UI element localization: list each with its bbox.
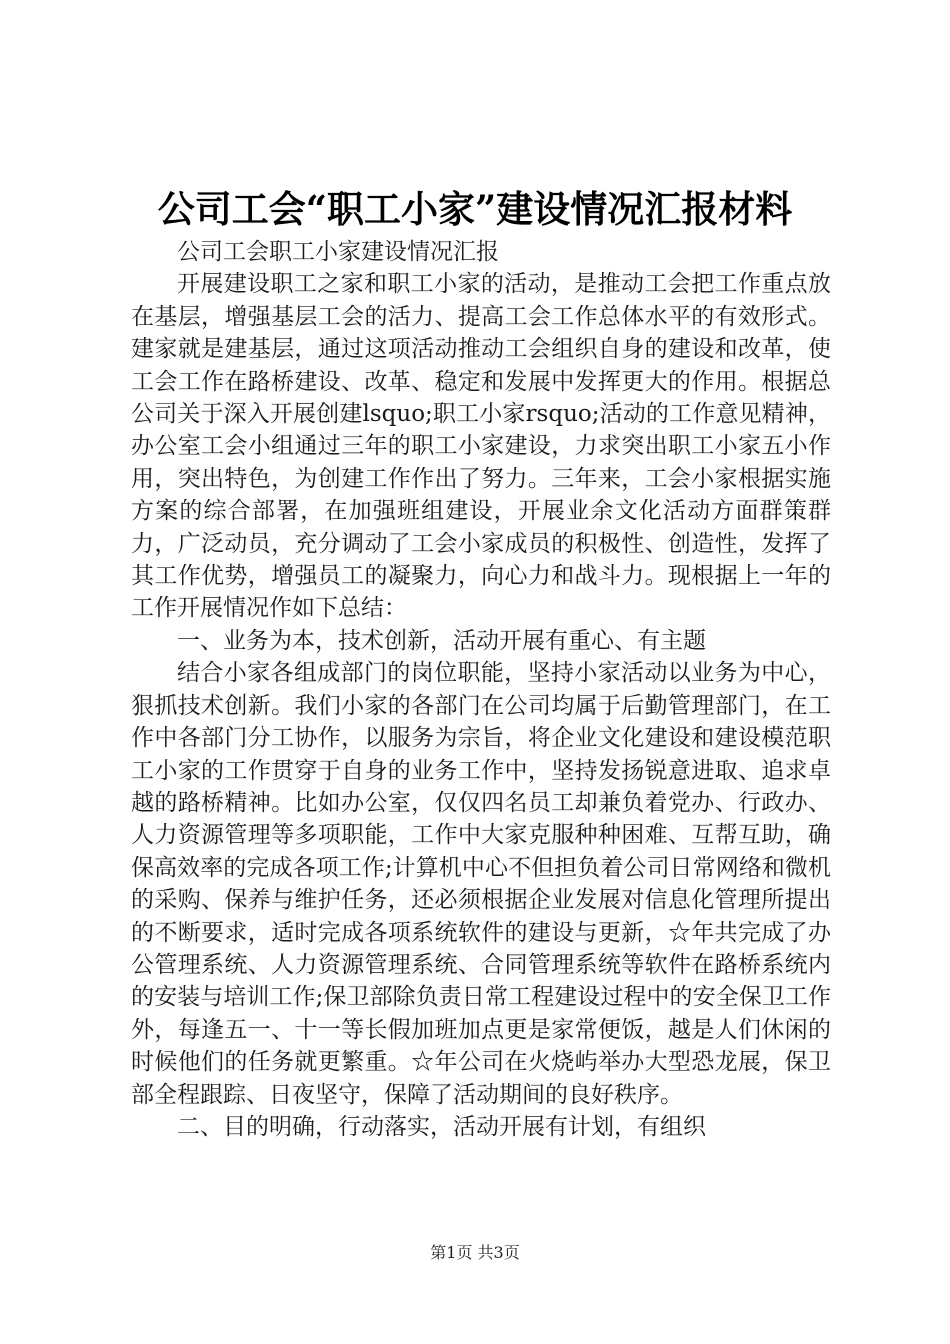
paragraph-section-1: 结合小家各组成部门的岗位职能，坚持小家活动以业务为中心，狠抓技术创新。我们小家的各部门在公司均属于后勤管理部门，在工作中各部门分工协作，以服务为宗旨，将企业文化建设和建设模范职工小家的工作贯穿于自身的业务工作中，坚持发扬锐意进取、追求卓越的路桥精神。比如办公室，仅仅四名员工却兼负着党办、行政办、人力资源管理等多项职能，工作中大家克服种种困难、互帮互助，确保高效率的完成各项工作;计算机中心不但担负着公司日常网络和微机的采购、保养与维护任务，还必须根据企业发展对信息化管理所提出的不断要求，适时完成各项系统软件的建设与更新，☆年共完成了办公管理系统、人力资源管理系统、合同管理系统等软件在路桥系统内的安装与培训工作;保卫部除负责日常工程建设过程中的安全保卫工作外，每逢五一、十一等长假加班加点更是家常便饭，越是人们休闲的时候他们的任务就更繁重。☆年公司在火烧屿举办大型恐龙展，保卫部全程跟踪、日夜坚守，保障了活动期间的良好秩序。 [131,660,831,1108]
paragraph-intro: 开展建设职工之家和职工小家的活动，是推动工会把工作重点放在基层，增强基层工会的活力、提高工会工作总体水平的有效形式。建家就是建基层，通过这项活动推动工会组织自身的建设和改革，使工会工作在路桥建设、改革、稳定和发展中发挥更大的作用。根据总公司关于深入开展创建lsquo;职工小家rsquo;活动的工作意见精神，办公室工会小组通过三年的职工小家建设，力求突出职工小家五小作用，突出特色，为创建工作作出了努力。三年来，工会小家根据实施方案的综合部署，在加强班组建设，开展业余文化活动方面群策群力，广泛动员，充分调动了工会小家成员的积极性、创造性，发挥了其工作优势，增强员工的凝聚力，向心力和战斗力。现根据上一年的工作开展情况作如下总结： [131,271,831,622]
section-heading-1: 一、业务为本，技术创新，活动开展有重心、有主题 [177,627,706,654]
paragraph-subtitle: 公司工会职工小家建设情况汇报 [177,239,499,265]
document-title: 公司工会“职工小家”建设情况汇报材料 [157,187,793,231]
page-number-footer: 第1页 共3页 [430,1243,520,1262]
document-body [131,236,831,1143]
section-heading-2: 二、目的明确，行动落实，活动开展有计划，有组织 [177,1113,706,1140]
